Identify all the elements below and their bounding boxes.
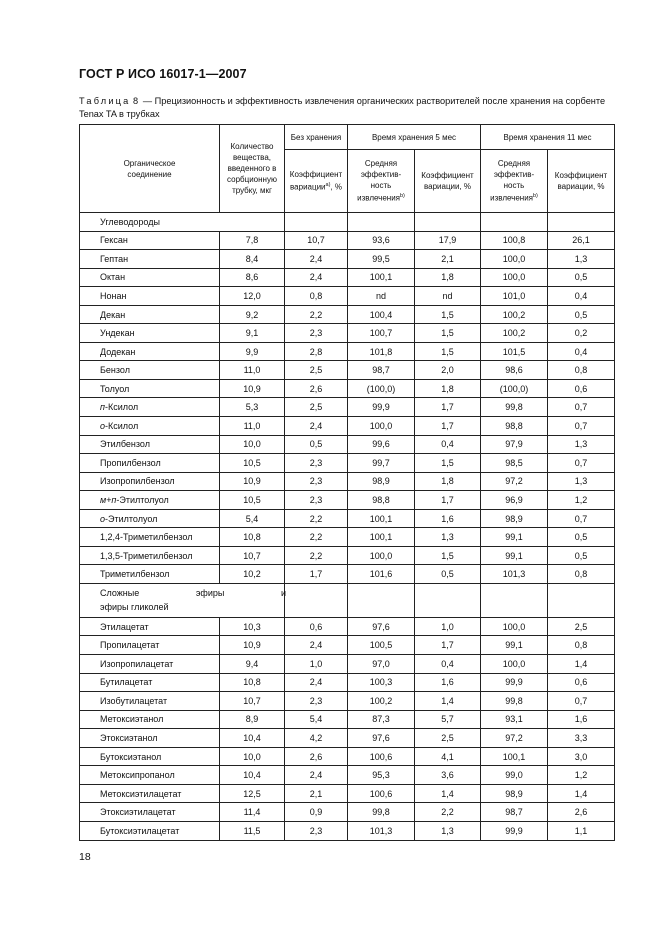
cell-rec5: 100,1 — [348, 268, 415, 287]
header-recovery-5 — [348, 150, 415, 213]
cell-cv5: 1,7 — [415, 491, 481, 510]
table-row — [80, 784, 615, 803]
table-row — [80, 636, 615, 655]
table-row — [80, 305, 615, 324]
cell-rec11: 99,0 — [481, 766, 548, 785]
data-table — [79, 124, 615, 841]
cell-rec5: 100,1 — [348, 528, 415, 547]
compound-name-prefix: п — [100, 402, 105, 413]
table-row — [80, 803, 615, 822]
compound-name: Изопропилбензол — [80, 472, 220, 491]
compound-name — [80, 398, 220, 417]
table-row — [80, 379, 615, 398]
cell-cv0: 4,2 — [285, 729, 348, 748]
cell-cv11: 0,2 — [548, 324, 615, 343]
compound-name: 1,2,4-Триметилбензол — [80, 528, 220, 547]
cell-rec5: 87,3 — [348, 710, 415, 729]
cell-cv11: 26,1 — [548, 231, 615, 250]
cell-cv0: 2,2 — [285, 509, 348, 528]
cell-cv5: 0,4 — [415, 435, 481, 454]
cell-amount: 10,0 — [220, 747, 285, 766]
cell-cv0: 0,6 — [285, 617, 348, 636]
cell-rec5: 100,0 — [348, 546, 415, 565]
compound-name-rest: -Этилтолуол — [116, 494, 169, 505]
table-row — [80, 655, 615, 674]
cell-rec11: 99,8 — [481, 398, 548, 417]
cell-amount: 10,9 — [220, 379, 285, 398]
cell-rec5: 100,7 — [348, 324, 415, 343]
cell-rec5: nd — [348, 287, 415, 306]
group-word: Сложные — [100, 588, 140, 599]
cell-cv5: 1,8 — [415, 472, 481, 491]
cell-amount: 11,0 — [220, 361, 285, 380]
table-row — [80, 398, 615, 417]
cell-cv11: 0,7 — [548, 454, 615, 473]
table-row — [80, 250, 615, 269]
cell-rec11: 99,1 — [481, 528, 548, 547]
cell-amount: 10,5 — [220, 454, 285, 473]
cell-cv5: 0,5 — [415, 565, 481, 584]
cell-cv11: 0,5 — [548, 546, 615, 565]
cell-cv0: 2,1 — [285, 784, 348, 803]
cell-cv0: 2,3 — [285, 454, 348, 473]
cell-rec11: 98,7 — [481, 803, 548, 822]
cell-cv11: 3,0 — [548, 747, 615, 766]
cell-cv0: 0,5 — [285, 435, 348, 454]
cell-rec11: 96,9 — [481, 491, 548, 510]
cell-amount: 10,8 — [220, 528, 285, 547]
cell-cv11: 1,3 — [548, 472, 615, 491]
cell-cv0: 2,6 — [285, 747, 348, 766]
cell-amount: 8,6 — [220, 268, 285, 287]
cell-amount: 9,4 — [220, 655, 285, 674]
compound-name: Гексан — [80, 231, 220, 250]
group-label-line1 — [100, 586, 286, 600]
compound-name — [80, 509, 220, 528]
cell-amount: 10,3 — [220, 617, 285, 636]
cell-rec11: 100,1 — [481, 747, 548, 766]
cell-cv0: 2,4 — [285, 673, 348, 692]
cell-amount: 12,5 — [220, 784, 285, 803]
cell-amount: 9,9 — [220, 342, 285, 361]
cell-rec5: 100,6 — [348, 747, 415, 766]
page-number: 18 — [79, 851, 91, 863]
cell-amount: 9,1 — [220, 324, 285, 343]
cell-cv11: 1,3 — [548, 435, 615, 454]
cell-rec5: 100,1 — [348, 509, 415, 528]
compound-name: Нонан — [80, 287, 220, 306]
cell-rec11: 99,9 — [481, 821, 548, 840]
cell-rec11: 98,8 — [481, 417, 548, 436]
header-recovery-11-text: Средняя эффектив-ность извлечения — [490, 159, 535, 203]
header-cv-a-unit: , % — [330, 182, 342, 192]
table-row — [80, 491, 615, 510]
cell-cv0: 2,4 — [285, 250, 348, 269]
cell-amount: 11,4 — [220, 803, 285, 822]
cell-cv0: 2,5 — [285, 398, 348, 417]
header-recovery-11 — [481, 150, 548, 213]
cell-cv11: 0,5 — [548, 528, 615, 547]
cell-cv11: 0,8 — [548, 361, 615, 380]
cell-rec11: 98,5 — [481, 454, 548, 473]
compound-name: Толуол — [80, 379, 220, 398]
cell-cv5: 1,4 — [415, 692, 481, 711]
cell-cv0: 2,4 — [285, 636, 348, 655]
cell-amount: 10,4 — [220, 766, 285, 785]
cell-rec5: 100,5 — [348, 636, 415, 655]
header-storage-5: Время хранения 5 мес — [348, 125, 481, 150]
compound-name-prefix: о — [100, 420, 106, 431]
cell-rec5: 97,6 — [348, 617, 415, 636]
caption-text: — Прецизионность и эффективность извлечения органических растворителей после хранения на сорбенте Tenax TA в трубках — [79, 96, 606, 119]
cell-cv5: 1,8 — [415, 268, 481, 287]
cell-amount: 10,4 — [220, 729, 285, 748]
table-row — [80, 565, 615, 584]
cell-cv5: 2,5 — [415, 729, 481, 748]
cell-rec5: 93,6 — [348, 231, 415, 250]
cell-cv5: 1,5 — [415, 324, 481, 343]
cell-rec5: 99,5 — [348, 250, 415, 269]
cell-cv0: 10,7 — [285, 231, 348, 250]
cell-rec11: 100,2 — [481, 305, 548, 324]
cell-rec5: 99,8 — [348, 803, 415, 822]
header-cv-no-storage — [285, 150, 348, 213]
compound-name: Гептан — [80, 250, 220, 269]
cell-rec5: 100,6 — [348, 784, 415, 803]
cell-cv5: 1,0 — [415, 617, 481, 636]
cell-cv11: 1,2 — [548, 766, 615, 785]
cell-cv11: 0,4 — [548, 342, 615, 361]
header-storage-11: Время хранения 11 мес — [481, 125, 615, 150]
cell-cv0: 2,2 — [285, 528, 348, 547]
table-row — [80, 528, 615, 547]
cell-cv11: 0,4 — [548, 287, 615, 306]
compound-name: Этоксиэтилацетат — [80, 803, 220, 822]
cell-amount: 10,5 — [220, 491, 285, 510]
cell-cv5: 1,5 — [415, 342, 481, 361]
table-row — [80, 342, 615, 361]
cell-rec11: 97,2 — [481, 729, 548, 748]
cell-rec5: 99,9 — [348, 398, 415, 417]
cell-cv5: nd — [415, 287, 481, 306]
cell-cv0: 2,3 — [285, 692, 348, 711]
cell-cv5: 1,3 — [415, 528, 481, 547]
cell-amount: 10,9 — [220, 472, 285, 491]
compound-name: Метоксипропанол — [80, 766, 220, 785]
cell-amount: 12,0 — [220, 287, 285, 306]
cell-rec11: 99,8 — [481, 692, 548, 711]
caption-label: Таблица — [79, 96, 131, 106]
cell-amount: 8,4 — [220, 250, 285, 269]
group-label-hydrocarbons: Углеводороды — [80, 213, 285, 232]
cell-rec11: 101,0 — [481, 287, 548, 306]
cell-cv0: 2,8 — [285, 342, 348, 361]
compound-name-prefix: о — [100, 513, 106, 524]
cell-cv11: 3,3 — [548, 729, 615, 748]
cell-rec11: 99,1 — [481, 546, 548, 565]
header-compound: Органическое соединение — [80, 125, 220, 213]
cell-cv5: 1,6 — [415, 673, 481, 692]
cell-cv5: 4,1 — [415, 747, 481, 766]
cell-cv11: 0,5 — [548, 268, 615, 287]
cell-cv5: 1,5 — [415, 546, 481, 565]
cell-cv5: 0,4 — [415, 655, 481, 674]
cell-cv0: 1,0 — [285, 655, 348, 674]
cell-amount: 5,4 — [220, 509, 285, 528]
table-row — [80, 747, 615, 766]
cell-cv0: 2,4 — [285, 766, 348, 785]
cell-rec11: 100,0 — [481, 250, 548, 269]
compound-name-rest: -Ксилол — [104, 402, 139, 413]
cell-cv5: 1,8 — [415, 379, 481, 398]
compound-name: Бутилацетат — [80, 673, 220, 692]
table-row — [80, 268, 615, 287]
cell-amount: 8,9 — [220, 710, 285, 729]
cell-cv0: 2,2 — [285, 546, 348, 565]
cell-rec5: 101,8 — [348, 342, 415, 361]
compound-name: Триметилбензол — [80, 565, 220, 584]
group-word: эфиры — [195, 588, 225, 599]
cell-rec11: 100,2 — [481, 324, 548, 343]
header-cv-5: Коэффициент вариации, % — [415, 150, 481, 213]
table-row — [80, 710, 615, 729]
compound-name-prefix: м+п — [100, 494, 117, 505]
compound-name: Пропилацетат — [80, 636, 220, 655]
header-cv-11: Коэффициент вариации, % — [548, 150, 615, 213]
cell-cv5: 1,3 — [415, 821, 481, 840]
cell-cv5: 17,9 — [415, 231, 481, 250]
cell-rec11: 98,9 — [481, 509, 548, 528]
table-row — [80, 435, 615, 454]
cell-rec5: 100,0 — [348, 417, 415, 436]
cell-rec5: (100,0) — [348, 379, 415, 398]
table-row — [80, 546, 615, 565]
cell-rec5: 98,9 — [348, 472, 415, 491]
cell-cv11: 0,7 — [548, 692, 615, 711]
footnote-b-mark: b) — [400, 193, 405, 200]
cell-amount: 5,3 — [220, 398, 285, 417]
compound-name — [80, 491, 220, 510]
cell-cv11: 1,1 — [548, 821, 615, 840]
compound-name: Додекан — [80, 342, 220, 361]
cell-rec5: 100,3 — [348, 673, 415, 692]
cell-rec5: 99,6 — [348, 435, 415, 454]
table-row — [80, 729, 615, 748]
cell-rec11: 100,8 — [481, 231, 548, 250]
compound-name: Декан — [80, 305, 220, 324]
cell-cv5: 1,7 — [415, 398, 481, 417]
table-row — [80, 287, 615, 306]
cell-cv5: 1,5 — [415, 305, 481, 324]
compound-name: Бутоксиэтилацетат — [80, 821, 220, 840]
header-cv-a-text: Коэффициент вариации — [289, 170, 343, 192]
group-label-esters — [80, 583, 285, 617]
compound-name: Метоксиэтилацетат — [80, 784, 220, 803]
cell-cv5: 1,4 — [415, 784, 481, 803]
cell-rec11: 99,1 — [481, 636, 548, 655]
cell-cv0: 2,6 — [285, 379, 348, 398]
cell-rec11: (100,0) — [481, 379, 548, 398]
cell-cv11: 0,5 — [548, 305, 615, 324]
cell-rec11: 97,2 — [481, 472, 548, 491]
compound-name: Октан — [80, 268, 220, 287]
cell-cv5: 5,7 — [415, 710, 481, 729]
group-row — [80, 213, 615, 232]
footnote-b-mark: b) — [533, 193, 538, 200]
table-row — [80, 617, 615, 636]
cell-rec11: 101,5 — [481, 342, 548, 361]
table-caption — [79, 95, 619, 121]
cell-cv11: 1,3 — [548, 250, 615, 269]
cell-cv0: 5,4 — [285, 710, 348, 729]
cell-rec5: 100,2 — [348, 692, 415, 711]
cell-cv11: 2,5 — [548, 617, 615, 636]
cell-cv0: 2,4 — [285, 268, 348, 287]
cell-amount: 10,7 — [220, 692, 285, 711]
compound-name-rest: -Ксилол — [105, 420, 139, 431]
cell-cv11: 1,6 — [548, 710, 615, 729]
caption-number: 8 — [133, 96, 141, 106]
table-row — [80, 231, 615, 250]
cell-rec11: 97,9 — [481, 435, 548, 454]
cell-cv0: 1,7 — [285, 565, 348, 584]
cell-rec11: 98,6 — [481, 361, 548, 380]
cell-cv11: 2,6 — [548, 803, 615, 822]
cell-rec11: 100,0 — [481, 655, 548, 674]
cell-rec5: 101,3 — [348, 821, 415, 840]
group-word: и — [280, 588, 286, 599]
compound-name: Этилацетат — [80, 617, 220, 636]
cell-rec11: 100,0 — [481, 617, 548, 636]
table-row — [80, 821, 615, 840]
footnote-a-mark: a) — [325, 182, 331, 189]
compound-name: Ундекан — [80, 324, 220, 343]
cell-cv11: 0,8 — [548, 565, 615, 584]
cell-rec5: 98,7 — [348, 361, 415, 380]
table-row — [80, 472, 615, 491]
cell-cv0: 2,5 — [285, 361, 348, 380]
cell-rec5: 97,6 — [348, 729, 415, 748]
group-row — [80, 583, 615, 617]
table-row — [80, 673, 615, 692]
document-id: ГОСТ Р ИСО 16017-1—2007 — [79, 67, 247, 81]
cell-rec11: 98,9 — [481, 784, 548, 803]
cell-cv11: 0,8 — [548, 636, 615, 655]
header-amount: Количество вещества, введенного в сорбционную трубку, мкг — [220, 125, 285, 213]
cell-rec11: 100,0 — [481, 268, 548, 287]
cell-rec5: 101,6 — [348, 565, 415, 584]
cell-rec5: 95,3 — [348, 766, 415, 785]
cell-cv0: 2,4 — [285, 417, 348, 436]
cell-amount: 10,7 — [220, 546, 285, 565]
table-row — [80, 692, 615, 711]
cell-amount: 9,2 — [220, 305, 285, 324]
cell-cv5: 1,7 — [415, 417, 481, 436]
cell-rec5: 97,0 — [348, 655, 415, 674]
compound-name — [80, 417, 220, 436]
cell-cv11: 0,7 — [548, 398, 615, 417]
header-no-storage: Без хранения — [285, 125, 348, 150]
compound-name: Бутоксиэтанол — [80, 747, 220, 766]
cell-cv5: 1,6 — [415, 509, 481, 528]
cell-cv11: 0,7 — [548, 509, 615, 528]
cell-rec11: 99,9 — [481, 673, 548, 692]
table-body — [80, 213, 615, 841]
cell-cv5: 1,5 — [415, 454, 481, 473]
cell-cv11: 0,7 — [548, 417, 615, 436]
table-row — [80, 324, 615, 343]
table-row — [80, 509, 615, 528]
group-label-line2: эфиры гликолей — [100, 602, 169, 613]
compound-name: Бензол — [80, 361, 220, 380]
compound-name-rest: -Этилтолуол — [105, 513, 158, 524]
cell-amount: 7,8 — [220, 231, 285, 250]
cell-amount: 11,5 — [220, 821, 285, 840]
cell-cv11: 1,2 — [548, 491, 615, 510]
compound-name: Изобутилацетат — [80, 692, 220, 711]
cell-rec5: 99,7 — [348, 454, 415, 473]
compound-name: Метоксиэтанол — [80, 710, 220, 729]
table-row — [80, 766, 615, 785]
cell-rec11: 93,1 — [481, 710, 548, 729]
table-row — [80, 361, 615, 380]
cell-cv11: 0,6 — [548, 379, 615, 398]
cell-cv0: 2,3 — [285, 472, 348, 491]
cell-cv5: 1,7 — [415, 636, 481, 655]
cell-cv0: 0,8 — [285, 287, 348, 306]
cell-cv0: 0,9 — [285, 803, 348, 822]
compound-name: Пропилбензол — [80, 454, 220, 473]
cell-cv5: 2,0 — [415, 361, 481, 380]
cell-rec5: 98,8 — [348, 491, 415, 510]
header-recovery-5-text: Средняя эффектив-ность извлечения — [357, 159, 402, 203]
cell-rec11: 101,3 — [481, 565, 548, 584]
cell-amount: 10,0 — [220, 435, 285, 454]
compound-name: 1,3,5-Триметилбензол — [80, 546, 220, 565]
table-row — [80, 454, 615, 473]
cell-cv11: 1,4 — [548, 655, 615, 674]
cell-amount: 10,9 — [220, 636, 285, 655]
cell-cv5: 3,6 — [415, 766, 481, 785]
compound-name: Изопропилацетат — [80, 655, 220, 674]
cell-cv11: 0,6 — [548, 673, 615, 692]
cell-cv5: 2,1 — [415, 250, 481, 269]
cell-cv0: 2,3 — [285, 491, 348, 510]
cell-amount: 10,2 — [220, 565, 285, 584]
cell-amount: 10,8 — [220, 673, 285, 692]
cell-amount: 11,0 — [220, 417, 285, 436]
cell-cv0: 2,3 — [285, 324, 348, 343]
compound-name: Этоксиэтанол — [80, 729, 220, 748]
cell-rec5: 100,4 — [348, 305, 415, 324]
compound-name: Этилбензол — [80, 435, 220, 454]
cell-cv0: 2,2 — [285, 305, 348, 324]
cell-cv0: 2,3 — [285, 821, 348, 840]
table-row — [80, 417, 615, 436]
cell-cv11: 1,4 — [548, 784, 615, 803]
cell-cv5: 2,2 — [415, 803, 481, 822]
